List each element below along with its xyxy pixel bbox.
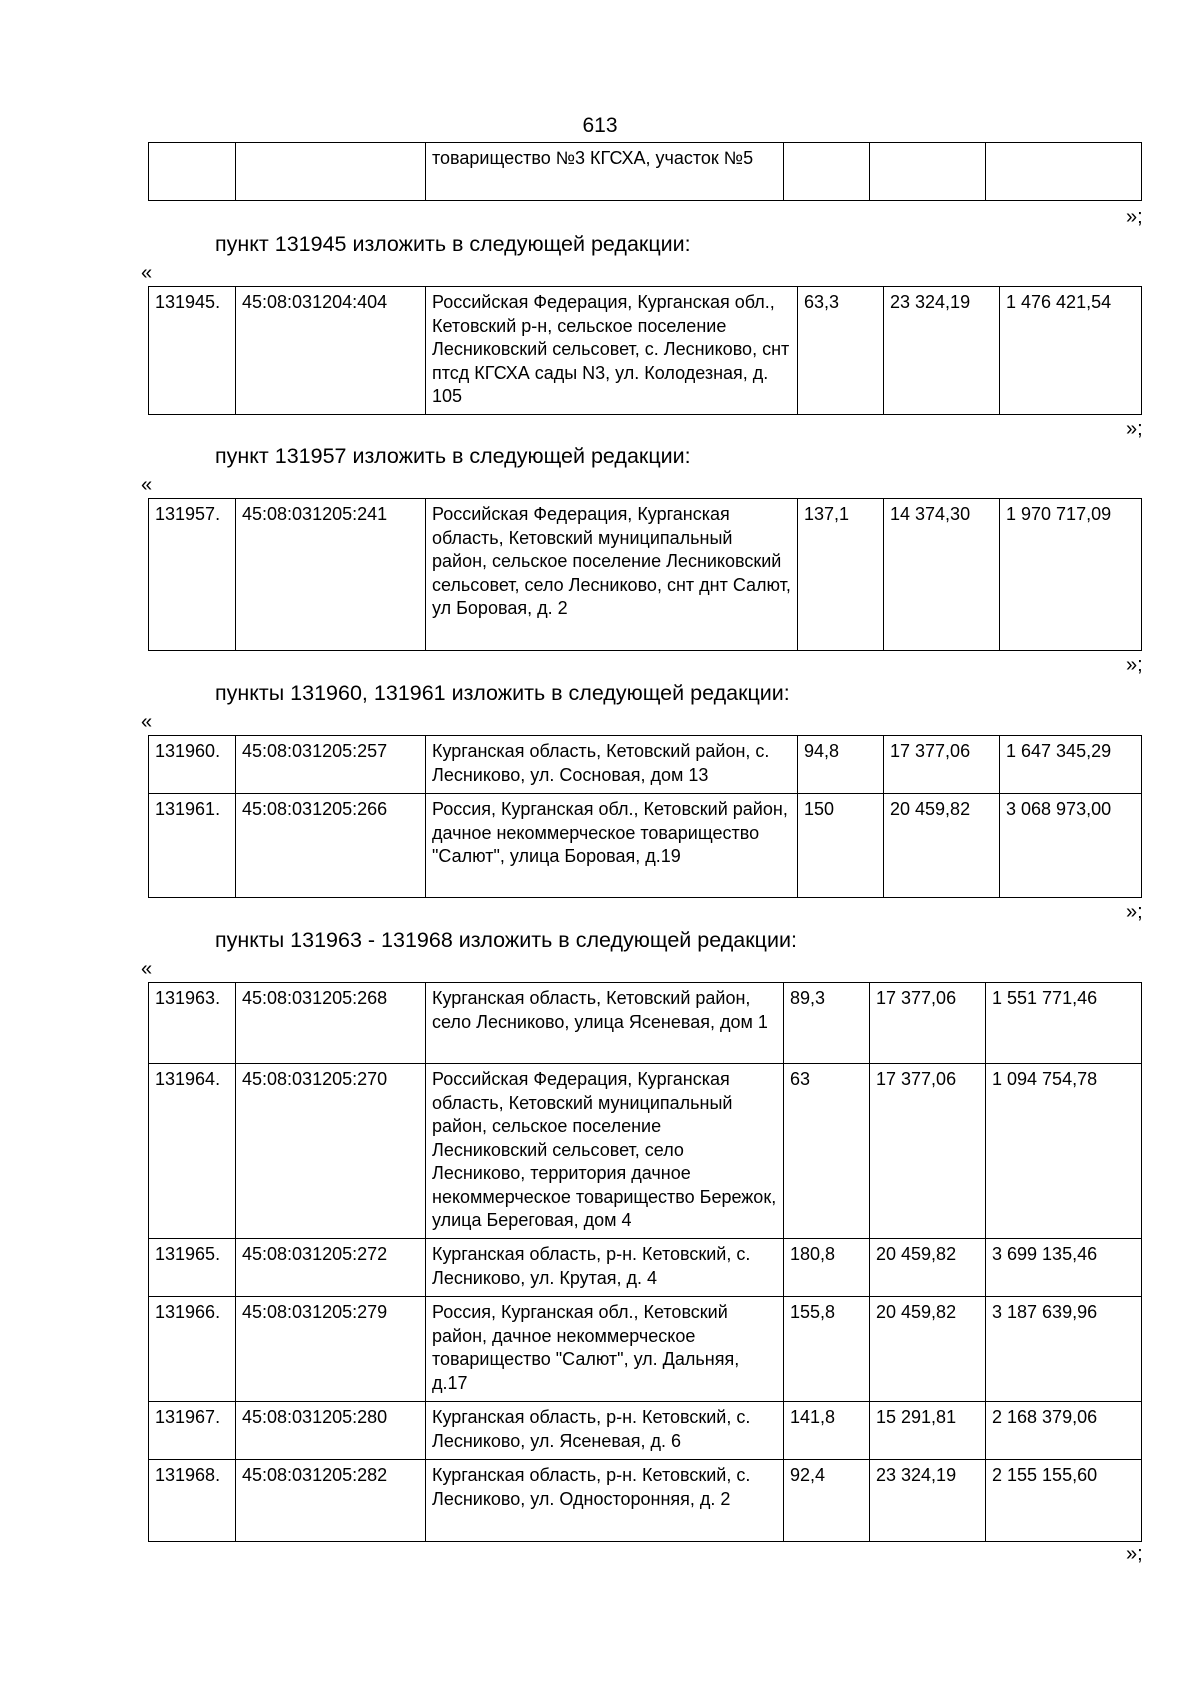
cell-number: 131964.	[149, 1064, 236, 1239]
section-heading: пункт 131945 изложить в следующей редакции:	[215, 232, 691, 256]
cell-address: Российская Федерация, Курганская обл., Кетовский р-н, сельское поселение Лесниковский сельсовет, с. Лесниково, снт птсд КГСХА сады N3, ул. Колодезная, д. 105	[426, 287, 798, 415]
cell-rate	[870, 143, 986, 201]
cell-address: Курганская область, р-н. Кетовский, с. Лесниково, ул. Крутая, д. 4	[426, 1239, 784, 1297]
cell-area: 89,3	[784, 983, 870, 1064]
cell-address: Курганская область, р-н. Кетовский, с. Лесниково, ул. Ясеневая, д. 6	[426, 1402, 784, 1460]
cell-number: 131966.	[149, 1297, 236, 1402]
cell-cadastral: 45:08:031205:282	[236, 1460, 426, 1542]
open-quote: «	[141, 262, 153, 284]
section-heading: пункт 131957 изложить в следующей редакции:	[215, 444, 691, 468]
table-row	[149, 1239, 1142, 1297]
cell-value: 1 476 421,54	[1000, 287, 1142, 415]
table-row	[149, 1064, 1142, 1239]
table-continuation	[148, 142, 1142, 201]
close-quote: »;	[1126, 418, 1143, 440]
cell-address: Россия, Курганская обл., Кетовский район, дачное некоммерческое товарищество "Салют", ул. Дальняя, д.17	[426, 1297, 784, 1402]
table-row	[149, 499, 1142, 651]
cell-rate: 20 459,82	[870, 1297, 986, 1402]
cell-rate: 17 377,06	[884, 736, 1000, 794]
cell-rate: 23 324,19	[884, 287, 1000, 415]
cell-number: 131961.	[149, 794, 236, 898]
cell-area: 92,4	[784, 1460, 870, 1542]
close-quote: »;	[1126, 654, 1143, 676]
cell-rate: 17 377,06	[870, 983, 986, 1064]
cell-rate: 14 374,30	[884, 499, 1000, 651]
cell-rate: 23 324,19	[870, 1460, 986, 1542]
cell-cadastral: 45:08:031205:270	[236, 1064, 426, 1239]
cell-value: 1 094 754,78	[986, 1064, 1142, 1239]
open-quote: «	[141, 474, 153, 496]
cell-number: 131960.	[149, 736, 236, 794]
cell-area: 137,1	[798, 499, 884, 651]
cell-number	[149, 143, 236, 201]
cell-address: Курганская область, р-н. Кетовский, с. Лесниково, ул. Односторонняя, д. 2	[426, 1460, 784, 1542]
table-row	[149, 1402, 1142, 1460]
cell-address: Курганская область, Кетовский район, с. Лесниково, ул. Сосновая, дом 13	[426, 736, 798, 794]
cell-value: 3 068 973,00	[1000, 794, 1142, 898]
cell-value: 2 168 379,06	[986, 1402, 1142, 1460]
table-131945	[148, 286, 1142, 415]
cell-area: 63	[784, 1064, 870, 1239]
cell-rate: 20 459,82	[870, 1239, 986, 1297]
close-quote: »;	[1126, 206, 1143, 228]
cell-area: 63,3	[798, 287, 884, 415]
cell-number: 131945.	[149, 287, 236, 415]
cell-cadastral: 45:08:031205:241	[236, 499, 426, 651]
cell-cadastral: 45:08:031205:279	[236, 1297, 426, 1402]
open-quote: «	[141, 958, 153, 980]
cell-address: Российская Федерация, Курганская область, Кетовский муниципальный район, сельское поселение Лесниковский сельсовет, село Лесниково, территория дачное некоммерческое товарищество Бережок, улица Береговая, дом 4	[426, 1064, 784, 1239]
cell-address: Российская Федерация, Курганская область, Кетовский муниципальный район, сельское поселение Лесниковский сельсовет, село Лесниково, снт днт Салют, ул Боровая, д. 2	[426, 499, 798, 651]
open-quote: «	[141, 711, 153, 733]
cell-address: Курганская область, Кетовский район, село Лесниково, улица Ясеневая, дом 1	[426, 983, 784, 1064]
cell-cadastral: 45:08:031205:266	[236, 794, 426, 898]
table-row	[149, 1460, 1142, 1542]
cell-cadastral: 45:08:031205:280	[236, 1402, 426, 1460]
table-row	[149, 1297, 1142, 1402]
cell-number: 131967.	[149, 1402, 236, 1460]
table-row	[149, 794, 1142, 898]
cell-cadastral: 45:08:031204:404	[236, 287, 426, 415]
cell-rate: 17 377,06	[870, 1064, 986, 1239]
close-quote: »;	[1126, 901, 1143, 923]
table-131963-131968	[148, 982, 1142, 1542]
close-quote: »;	[1126, 1543, 1143, 1565]
cell-area: 155,8	[784, 1297, 870, 1402]
page-number: 613	[582, 114, 618, 137]
cell-cadastral: 45:08:031205:257	[236, 736, 426, 794]
cell-rate: 15 291,81	[870, 1402, 986, 1460]
cell-area: 180,8	[784, 1239, 870, 1297]
cell-value	[986, 143, 1142, 201]
cell-number: 131965.	[149, 1239, 236, 1297]
cell-cadastral: 45:08:031205:268	[236, 983, 426, 1064]
cell-area	[784, 143, 870, 201]
section-heading: пункты 131960, 131961 изложить в следующей редакции:	[215, 681, 790, 705]
cell-value: 3 187 639,96	[986, 1297, 1142, 1402]
cell-value: 1 551 771,46	[986, 983, 1142, 1064]
cell-value: 2 155 155,60	[986, 1460, 1142, 1542]
cell-number: 131968.	[149, 1460, 236, 1542]
cell-area: 94,8	[798, 736, 884, 794]
table-row	[149, 143, 1142, 201]
cell-rate: 20 459,82	[884, 794, 1000, 898]
section-heading: пункты 131963 - 131968 изложить в следующей редакции:	[215, 928, 797, 952]
cell-address: Россия, Курганская обл., Кетовский район, дачное некоммерческое товарищество "Салют", улица Боровая, д.19	[426, 794, 798, 898]
cell-area: 150	[798, 794, 884, 898]
cell-number: 131963.	[149, 983, 236, 1064]
table-row	[149, 983, 1142, 1064]
table-131957	[148, 498, 1142, 651]
cell-value: 1 647 345,29	[1000, 736, 1142, 794]
table-131960-131961	[148, 735, 1142, 898]
cell-value: 1 970 717,09	[1000, 499, 1142, 651]
cell-value: 3 699 135,46	[986, 1239, 1142, 1297]
cell-cadastral: 45:08:031205:272	[236, 1239, 426, 1297]
table-row	[149, 736, 1142, 794]
cell-cadastral	[236, 143, 426, 201]
cell-number: 131957.	[149, 499, 236, 651]
table-row	[149, 287, 1142, 415]
cell-area: 141,8	[784, 1402, 870, 1460]
cell-address: товарищество №3 КГСХА, участок №5	[426, 143, 784, 201]
